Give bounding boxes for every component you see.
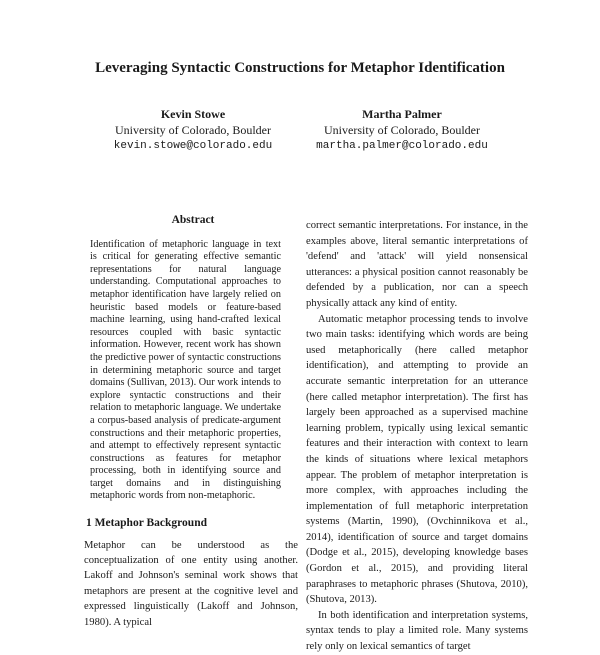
section-paragraph: Metaphor can be understood as the conceptualization of one entity using another. Lakoff and Johnson's seminal work shows that metaphors are present at the cognitive level and expressed linguistically (Lakoff and Johnson, 1980). A typical (84, 539, 298, 628)
abstract-text: Identification of metaphoric language in text is critical for generating effective semantic representations for natural language understanding. Computational approaches to metaphor identification have largely relied on heuristic based models or feature-based machine learning, using hand-crafted lexical resources coupled with basic syntactic information. However, recent work has shown the predictive power of syntactic constructions in determining metaphoric source and target domains (Sullivan, 2013). Our work intends to explore syntactic constructions and their relation to metaphoric language. We undertake a corpus-based analysis of predicate-argument constructions and their metaphoric properties, and attempt to effectively represent syntactic constructions as features for metaphor processing, both in identifying source and target domains and in distinguishing metaphoric words from non-metaphoric. (90, 238, 281, 502)
right-column (306, 218, 528, 655)
abstract-heading: Abstract (171, 214, 215, 226)
paper-title: Leveraging Syntactic Constructions for Metaphor Identification (95, 60, 505, 76)
author-2 (292, 106, 512, 154)
section-body (84, 538, 298, 630)
paragraph-3: In both identification and interpretation systems, syntax tends to play a limited role. Many systems rely only on lexical semantics of target (306, 609, 528, 653)
paragraph-1: correct semantic interpretations. For instance, in the examples above, literal semantic interpretations of 'defend' and 'attack' will yield nonsensical utterances: a physical position cannot reasonably be defended by a publication, nor can a speech physically attack any kind of entity. (306, 220, 528, 309)
section-heading: 1 Metaphor Background (86, 517, 207, 530)
author-affiliation: University of Colorado, Boulder (324, 123, 480, 137)
author-name: Kevin Stowe (160, 107, 226, 121)
left-column (84, 214, 298, 630)
author-affiliation: University of Colorado, Boulder (115, 123, 271, 137)
author-1 (83, 106, 303, 154)
author-email: martha.palmer@colorado.edu (316, 140, 488, 152)
author-email: kevin.stowe@colorado.edu (113, 140, 273, 152)
author-name: Martha Palmer (362, 107, 442, 121)
paragraph-2: Automatic metaphor processing tends to involve two main tasks: identifying which words are being used metaphorically (here called metaphor identification), and attempting to provide an accurate semantic interpretation for an utterance (here called metaphor interpretation). The first has largely been approached as a supervised machine learning problem, typically using lexical semantic features and their interaction with context to learn the kinds of situations where lexical metaphors appear. The problem of metaphor interpretation is more complex, with approaches including the implementation of full metaphoric interpretation systems (Martin, 1990), (Ovchinnikova et al., 2014), identification of source and target domains (Dodge et al., 2015), developing knowledge bases (Gordon et al., 2015), and providing literal paraphrases to metaphoric phrases (Shutova, 2010), (Shutova, 2013). (306, 313, 528, 606)
